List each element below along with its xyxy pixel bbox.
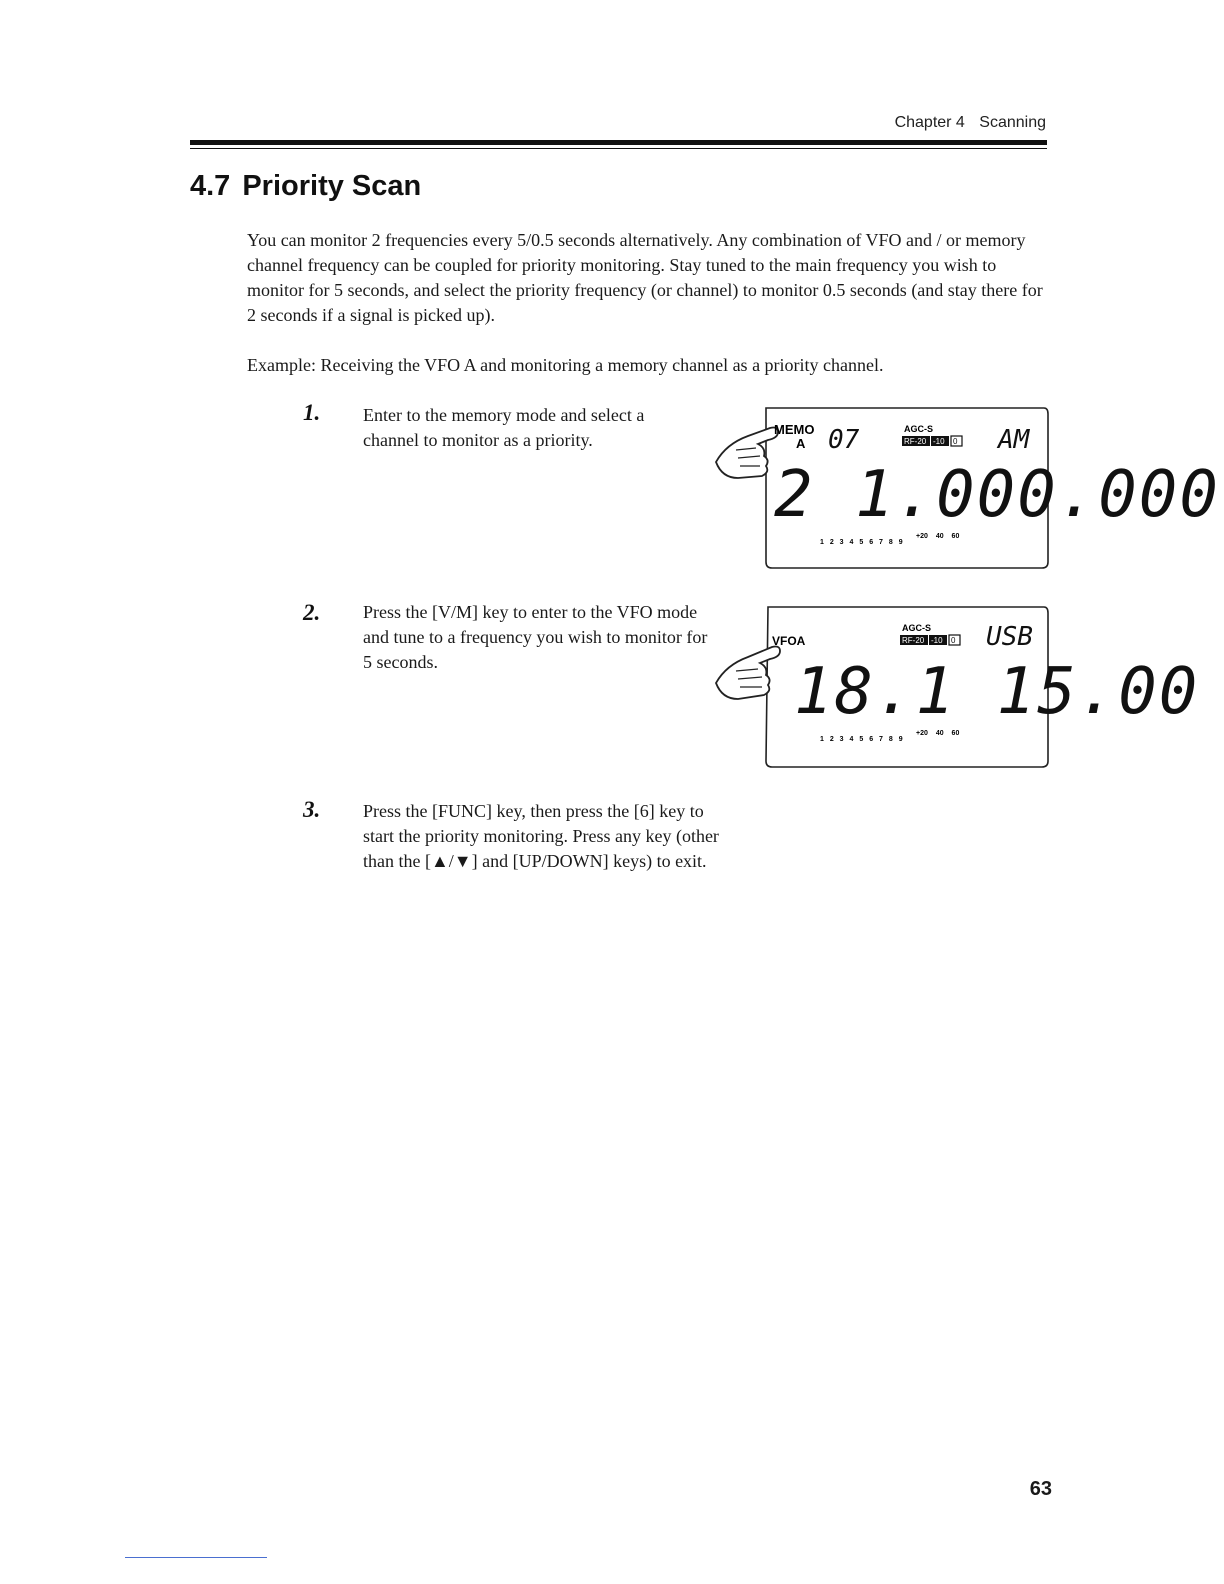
- lcd-meter-plus: +20 40 60: [916, 730, 960, 737]
- lcd-meter-plus: +20 40 60: [916, 533, 960, 540]
- attenuator-indicator: [902, 436, 962, 446]
- lcd-meter-scale: 1 2 3 4 5 6 7 8 9: [820, 539, 905, 546]
- lcd-att3: 0: [951, 636, 956, 645]
- step-3-number: 3.: [303, 797, 321, 822]
- step-2-number: 2.: [303, 600, 321, 625]
- attenuator-indicator: [900, 635, 960, 645]
- step-3-text: Press the [FUNC] key, then press the [6] key to start the priority monitoring. Press any key (other than the [▲/▼] and [UP/DOWN] keys) to exit.: [363, 801, 719, 871]
- step-1-text: Enter to the memory mode and select a channel to monitor as a priority.: [363, 405, 645, 450]
- lcd-att3: 0: [953, 437, 958, 446]
- chapter-label: Chapter 4: [894, 114, 965, 131]
- lcd-channel: 07: [828, 425, 860, 455]
- step-2-text: Press the [V/M] key to enter to the VFO mode and tune to a frequency you wish to monitor for 5 seconds.: [363, 602, 708, 672]
- lcd-att2: -10: [931, 636, 943, 645]
- lcd-source-label: MEMO: [774, 422, 815, 437]
- header-rule-thick: [190, 140, 1047, 145]
- lcd-display-memory: [708, 404, 1220, 572]
- running-header: [895, 114, 1046, 132]
- lcd-agc: AGC-S: [904, 424, 933, 434]
- section-number: 4.7: [190, 170, 231, 202]
- lcd-frequency: 2 1.000.000: [774, 458, 1220, 532]
- lcd-mode: AM: [998, 425, 1030, 455]
- lcd-agc: AGC-S: [902, 623, 931, 633]
- section-title-text: Priority Scan: [242, 170, 422, 202]
- pointing-hand-icon: [716, 647, 780, 700]
- page-number: 63: [1029, 1478, 1052, 1500]
- intro-paragraph: You can monitor 2 frequencies every 5/0.5 seconds alternatively. Any combination of VFO and / or memory channel frequency can be coupled for priority monitoring. Stay tuned to the main frequency you wish to monitor for 5 seconds, and select the priority frequency (or channel) to monitor 0.5 seconds (and stay there for 2 seconds if a signal is picked up).: [247, 230, 1043, 325]
- header-rule-thin: [190, 148, 1047, 149]
- lcd-att: RF-20: [904, 437, 927, 446]
- lcd-att2: -10: [933, 437, 945, 446]
- lcd-source-sub: A: [796, 436, 806, 451]
- lcd-meter-scale: 1 2 3 4 5 6 7 8 9: [820, 736, 905, 743]
- lcd-display-vfo: [708, 603, 1200, 771]
- chapter-topic: Scanning: [979, 114, 1046, 131]
- footer-rule: [125, 1557, 267, 1558]
- lcd-mode: USB: [986, 622, 1033, 652]
- step-1-number: 1.: [303, 400, 321, 425]
- lcd-frequency: 18.1 15.00: [794, 655, 1200, 729]
- section-title: [190, 170, 421, 203]
- example-paragraph: Example: Receiving the VFO A and monitoring a memory channel as a priority channel.: [247, 355, 884, 375]
- pointing-hand-icon: [716, 428, 778, 479]
- lcd-att: RF-20: [902, 636, 925, 645]
- lcd-source-label: VFOA: [772, 634, 806, 648]
